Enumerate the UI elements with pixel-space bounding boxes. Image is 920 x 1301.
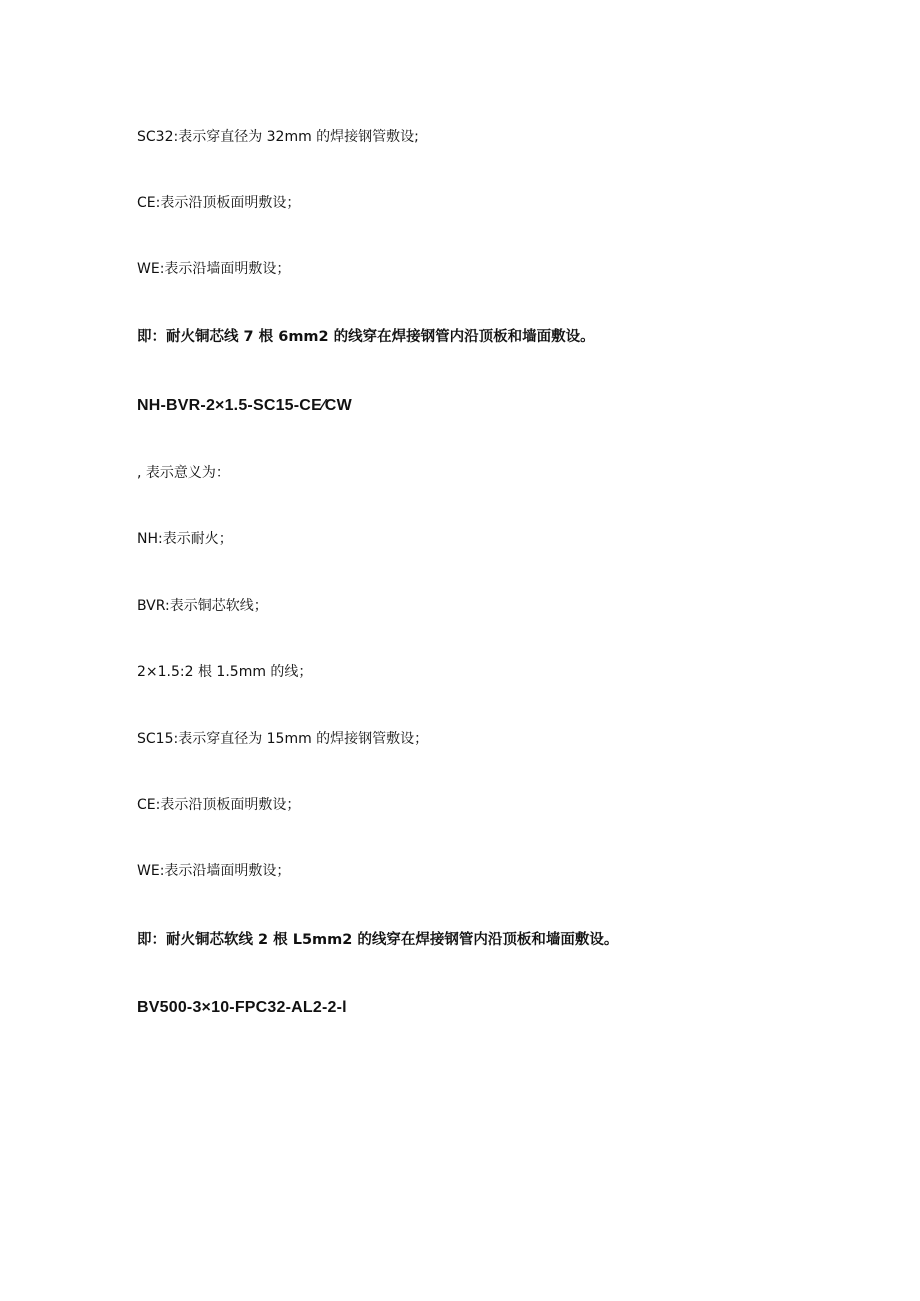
cable-code-heading-2: BV500-3×10-FPC32-AL2-2-l (137, 999, 347, 1016)
text-line-bvr: BVR:表示铜芯软线； (137, 598, 268, 614)
text-line-sc15: SC15:表示穿直径为 15mm 的焊接钢管敷设； (137, 731, 429, 747)
cable-code-heading-1: NH-BVR-2×1.5-SC15-CE⁄CW (137, 397, 352, 414)
text-line-we-2: WE:表示沿墙面明敷设； (137, 863, 291, 879)
text-line-meaning: , 表示意义为： (137, 465, 230, 481)
text-line-sc32: SC32:表示穿直径为 32mm 的焊接钢管敷设; (137, 129, 419, 145)
text-line-nh: NH:表示耐火； (137, 531, 233, 547)
text-line-ce-2: CE:表示沿顶板面明敷设； (137, 797, 301, 813)
text-line-ce: CE:表示沿顶板面明敷设； (137, 195, 301, 211)
summary-line-2: 即：耐火铜芯软线 2 根 L5mm2 的线穿在焊接钢管内沿顶板和墙面敷设。 (137, 932, 619, 948)
text-line-we: WE:表示沿墙面明敷设； (137, 261, 291, 277)
text-line-size: 2×1.5:2 根 1.5mm 的线； (137, 664, 313, 680)
summary-line-1: 即：耐火铜芯线 7 根 6mm2 的线穿在焊接钢管内沿顶板和墙面敷设。 (137, 329, 595, 345)
